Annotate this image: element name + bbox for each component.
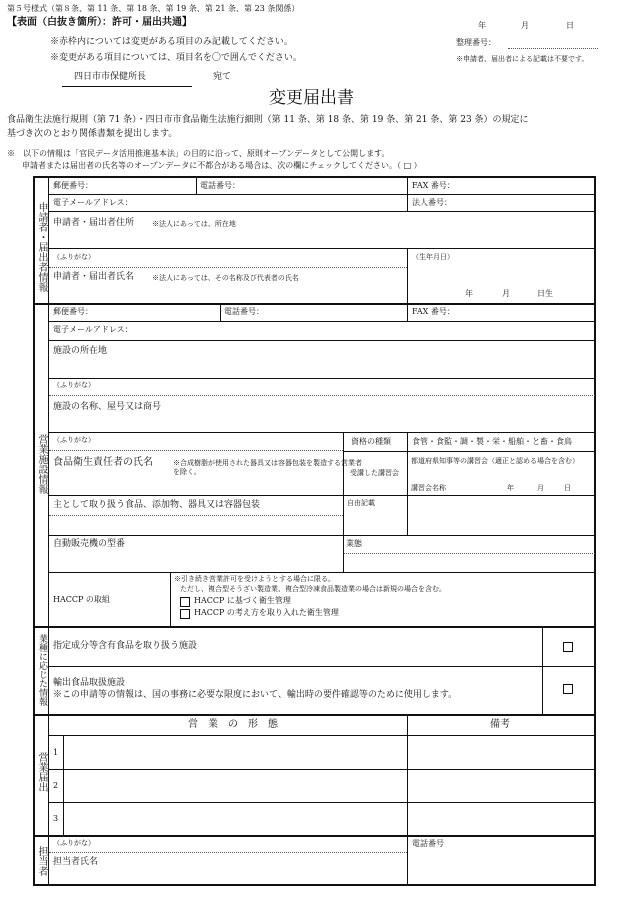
manager-furigana-label: （ふりがな） bbox=[53, 436, 95, 444]
section-applicant-title: 申請者・届出者情報 bbox=[36, 202, 47, 292]
haccp-option-2-checkbox[interactable] bbox=[180, 609, 190, 619]
haccp-note-1: ※引き続き営業許可を受けようとする場合に限る。 bbox=[174, 575, 335, 583]
section-contact-title: 担当者 bbox=[36, 846, 47, 876]
applicant-birthdate-label: （生年月日） bbox=[412, 253, 454, 261]
opendata-notice-2: 申請者または届出者の氏名等のオープンデータに不都合がある場合は、次の欄にチェックしてください。（ □ ） bbox=[22, 161, 422, 170]
industry-row-1-label: 指定成分等含有食品を取り扱う施設 bbox=[53, 641, 198, 651]
contact-name-label: 担当者氏名 bbox=[53, 857, 99, 867]
date-day: 日 bbox=[566, 21, 574, 30]
business-type-header: 営 業 の 形 態 bbox=[188, 719, 278, 730]
facility-name-label: 施設の名称、屋号又は商号 bbox=[53, 402, 162, 412]
applicant-phone-label: 電話番号： bbox=[200, 181, 240, 190]
course-prefecture: 都道府県知事等の講習会（適正と認める場合を含む） bbox=[411, 457, 579, 465]
section-facility-title: 営業施設情報 bbox=[36, 434, 47, 494]
business-row-2-number: 2 bbox=[53, 781, 59, 790]
manager-note-1: ※合成樹脂が使用された器具又は容器包装を製造する営業者 bbox=[173, 459, 362, 467]
business-form-label: 業態 bbox=[346, 539, 362, 548]
course-name: 講習会名称 bbox=[411, 484, 446, 492]
applicant-name-note: ※法人にあっては、その名称及び代表者の氏名 bbox=[152, 274, 299, 282]
applicant-corp-number-label: 法人番号： bbox=[412, 198, 452, 207]
applicant-postal-label: 郵便番号： bbox=[53, 181, 93, 190]
vending-model-label: 自動販売機の型番 bbox=[53, 539, 126, 549]
applicant-furigana-label: （ふりがな） bbox=[53, 253, 95, 261]
applicant-note: ※申請者、届出者による記載は不要です。 bbox=[456, 55, 589, 63]
business-row-1-number: 1 bbox=[53, 748, 59, 757]
applicant-fax-label: FAX 番号： bbox=[412, 181, 455, 190]
qualification-types: 食管・食監・調・製・栄・船舶・と畜・食鳥 bbox=[412, 437, 572, 446]
manager-name-label: 食品衛生責任者の氏名 bbox=[53, 457, 153, 468]
industry-row-2-note: ※この申請等の情報は、国の事務に必要な限度において、輸出時の要件確認等のために使用します。 bbox=[53, 690, 458, 700]
industry-row-2-label: 輸出食品取扱施設 bbox=[53, 678, 126, 688]
business-row-3-number: 3 bbox=[53, 814, 59, 823]
addressee-name: 四日市市保健所長 bbox=[74, 72, 147, 82]
course-day: 日 bbox=[564, 484, 571, 492]
instruction-1: ※赤枠内については変更がある項目のみ記載してください。 bbox=[50, 37, 293, 47]
qualification-header: 資格の種類 bbox=[351, 437, 391, 446]
facility-email-label: 電子メールアドレス： bbox=[53, 325, 133, 334]
industry-row-1-checkbox[interactable] bbox=[563, 642, 573, 652]
section-label: 【表面（白抜き箇所）：許可・届出共通】 bbox=[7, 17, 192, 28]
addressee-honorific: 宛て bbox=[213, 72, 232, 82]
course-month: 月 bbox=[537, 484, 544, 492]
applicant-address-label: 申請者・届出者住所 bbox=[53, 218, 135, 228]
course-label: 受講した講習会 bbox=[350, 469, 399, 477]
intro-line-1: 食品衛生法施行規則（第 71 条）・四日市市食品衛生法施行細則（第 11 条、第 18 条、第 19 条、第 21 条、第 23 条）の規定に bbox=[7, 115, 529, 125]
facility-location-label: 施設の所在地 bbox=[53, 346, 108, 356]
facility-fax-label: FAX 番号： bbox=[412, 307, 455, 316]
birth-day: 日生 bbox=[537, 289, 553, 298]
form-code: 第５号様式（第８条、第 11 条、第 18 条、第 19 条、第 21 条、第 23 条関係） bbox=[7, 4, 300, 13]
manager-note-2: を除く。 bbox=[173, 468, 201, 476]
birth-year: 年 bbox=[465, 289, 473, 298]
haccp-note-2: ただし、複合型そうざい製造業、複合型冷凍食品製造業の場合は新規の場合を含む。 bbox=[180, 585, 446, 593]
intro-line-2: 基づき次のとおり関係書類を提出します。 bbox=[7, 129, 178, 139]
management-number-label: 整理番号： bbox=[456, 38, 496, 47]
haccp-option-1-checkbox[interactable] bbox=[180, 597, 190, 607]
contact-phone-label: 電話番号 bbox=[412, 839, 444, 848]
section-business-title: 営業届出 bbox=[36, 752, 47, 792]
facility-postal-label: 郵便番号： bbox=[53, 307, 93, 316]
opendata-notice-1: ※ 以下の情報は「官民データ活用推進基本法」の目的に沿って、原則オープンデータとして公開します。 bbox=[7, 149, 390, 158]
applicant-email-label: 電子メールアドレス： bbox=[53, 198, 133, 207]
industry-row-2-checkbox[interactable] bbox=[563, 684, 573, 694]
free-entry-label: 自由記載 bbox=[347, 499, 375, 507]
section-industry-title: 業種に応じた情報 bbox=[37, 634, 47, 706]
date-year: 年 bbox=[478, 21, 486, 30]
remarks-header: 備考 bbox=[490, 719, 510, 730]
page-title: 変更届出書 bbox=[269, 88, 354, 108]
applicant-name-label: 申請者・届出者氏名 bbox=[53, 272, 135, 282]
applicant-address-note: ※法人にあっては、所在地 bbox=[152, 220, 236, 228]
contact-furigana-label: （ふりがな） bbox=[53, 839, 95, 847]
facility-furigana-label: （ふりがな） bbox=[53, 381, 95, 389]
haccp-option-1-label: HACCP に基づく衛生管理 bbox=[194, 596, 291, 605]
haccp-option-2-label: HACCP の考え方を取り入れた衛生管理 bbox=[194, 608, 339, 617]
course-year: 年 bbox=[507, 484, 514, 492]
date-month: 月 bbox=[521, 21, 529, 30]
birth-month: 月 bbox=[502, 289, 510, 298]
haccp-label: HACCP の取組 bbox=[53, 595, 110, 604]
products-label: 主として取り扱う食品、添加物、器具又は容器包装 bbox=[53, 500, 261, 510]
instruction-2: ※変更がある項目については、項目名を〇で囲んでください。 bbox=[50, 53, 302, 63]
facility-phone-label: 電話番号： bbox=[224, 307, 264, 316]
